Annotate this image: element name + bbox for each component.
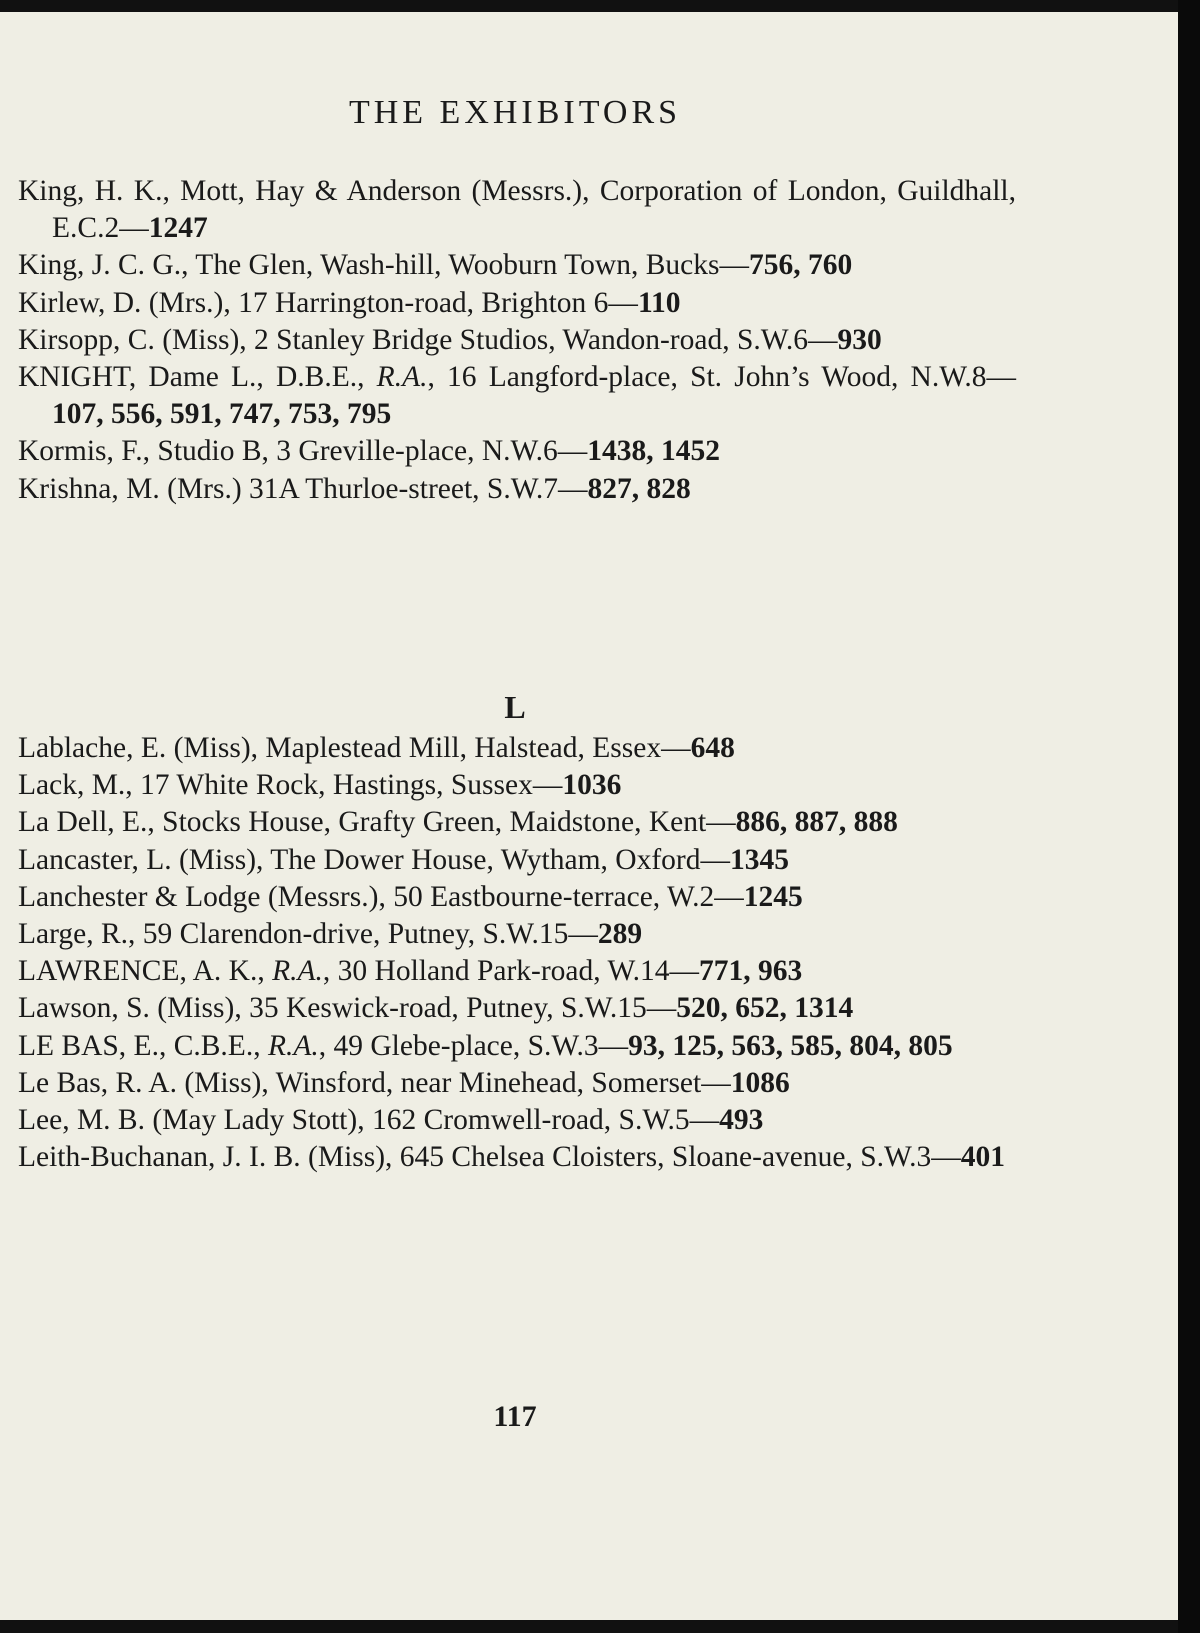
exhibitor-title: R.A. [272,955,323,988]
exhibitor-name-address: Le Bas, R. A. (Miss), Winsford, near Minehead, Somerset— [18,1066,731,1099]
exhibit-numbers: 520, 652, 1314 [676,992,854,1025]
exhibitor-entry [18,879,1016,916]
exhibitor-name-address: Lablache, E. (Miss), Maplestead Mill, Halstead, Essex— [18,732,691,764]
exhibitor-entry [18,990,1016,1027]
exhibit-numbers: 930 [837,323,882,356]
exhibitor-name-address: Kirsopp, C. (Miss), 2 Stanley Bridge Studios, Wandon-road, S.W.6— [18,323,838,356]
exhibit-numbers: 648 [690,732,735,764]
page-header: THE EXHIBITORS [348,94,682,131]
exhibitor-name-address: Lee, M. B. (May Lady Stott), 162 Cromwell-road, S.W.5— [18,1104,720,1137]
entries-l-list [18,730,1016,1176]
exhibit-numbers: 1247 [148,212,208,245]
exhibitor-entry [18,285,1016,322]
exhibitor-name-address: KNIGHT, Dame L., D.B.E., [18,361,377,394]
exhibit-numbers: 756, 760 [748,249,853,282]
page-edge-shadow [1178,0,1200,1633]
exhibitor-name-address: Leith-Buchanan, J. I. B. (Miss), 645 Chelsea Cloisters, Sloane-avenue, S.W.3— [18,1141,961,1174]
exhibit-numbers: 401 [960,1141,1006,1174]
section-letter: L [504,689,526,725]
exhibitor-entry [18,359,1016,433]
exhibit-numbers: 1345 [729,843,789,876]
exhibitor-entry [18,953,1016,990]
exhibitor-name-address: Lancaster, L. (Miss), The Dower House, Wytham, Oxford— [18,843,730,876]
exhibit-numbers: 886, 887, 888 [735,806,898,839]
exhibitor-name-address: Lack, M., 17 White Rock, Hastings, Sussex— [18,769,563,802]
exhibitor-name-address: Lawson, S. (Miss), 35 Keswick-road, Putney, S.W.15— [18,992,677,1025]
exhibitor-entry [18,730,1016,767]
exhibitor-name-address: LE BAS, E., C.B.E., [18,1029,268,1062]
exhibit-numbers: 1245 [743,880,803,913]
exhibitor-address: , 49 Glebe-place, S.W.3— [318,1029,629,1062]
exhibitor-entry [18,1139,1016,1176]
exhibitor-entry [18,916,1016,953]
exhibit-numbers: 771, 963 [699,955,803,988]
entries-k-list [18,173,1016,508]
exhibitor-entry [18,471,1016,508]
exhibitor-entry [18,322,1016,359]
exhibitor-name-address: Large, R., 59 Clarendon-drive, Putney, S.W.15— [18,918,598,951]
exhibitor-name-address: Kirlew, D. (Mrs.), 17 Harrington-road, Brighton 6— [18,286,638,319]
exhibitor-name-address: Lanchester & Lodge (Messrs.), 50 Eastbourne-terrace, W.2— [18,880,744,913]
exhibit-numbers: 1036 [562,769,622,802]
exhibitor-name-address: King, H. K., Mott, Hay & Anderson (Messrs.), Corporation of London, Guildhall, E.C.2— [18,175,1016,245]
exhibitor-entry [18,433,1016,470]
exhibitor-entry [18,767,1016,804]
page-number: 117 [493,1400,537,1433]
exhibit-numbers: 107, 556, 591, 747, 753, 795 [52,398,392,431]
exhibit-numbers: 1086 [730,1066,790,1099]
exhibitor-address: , 30 Holland Park-road, W.14— [322,955,699,988]
exhibit-numbers: 289 [597,918,643,951]
exhibit-numbers: 1438, 1452 [587,435,721,468]
exhibitor-entry [18,1102,1016,1139]
exhibitor-entry [18,1065,1016,1102]
exhibitor-address: , 16 Langford-place, St. John’s Wood, N.W.8— [427,361,1016,394]
exhibit-numbers: 110 [637,286,681,319]
exhibit-numbers: 827, 828 [587,472,691,505]
exhibitor-entry [18,173,1016,247]
exhibit-numbers: 93, 125, 563, 585, 804, 805 [628,1029,953,1062]
exhibitor-name-address: Kormis, F., Studio B, 3 Greville-place, N.W.6— [18,435,588,468]
exhibitor-name-address: LAWRENCE, A. K., [18,955,273,988]
catalogue-page [0,12,1178,1620]
exhibitor-entry [18,804,1016,841]
exhibitor-name-address: King, J. C. G., The Glen, Wash-hill, Wooburn Town, Bucks— [18,249,749,282]
exhibitor-entry [18,1028,1016,1065]
exhibitor-entry [18,247,1016,284]
exhibitor-name-address: Krishna, M. (Mrs.) 31A Thurloe-street, S.W.7— [18,472,588,505]
exhibitor-title: R.A. [376,361,428,394]
exhibitor-entry [18,842,1016,879]
exhibitor-name-address: La Dell, E., Stocks House, Grafty Green, Maidstone, Kent— [18,806,736,839]
exhibit-numbers: 493 [719,1104,764,1137]
exhibitor-title: R.A. [267,1029,319,1062]
